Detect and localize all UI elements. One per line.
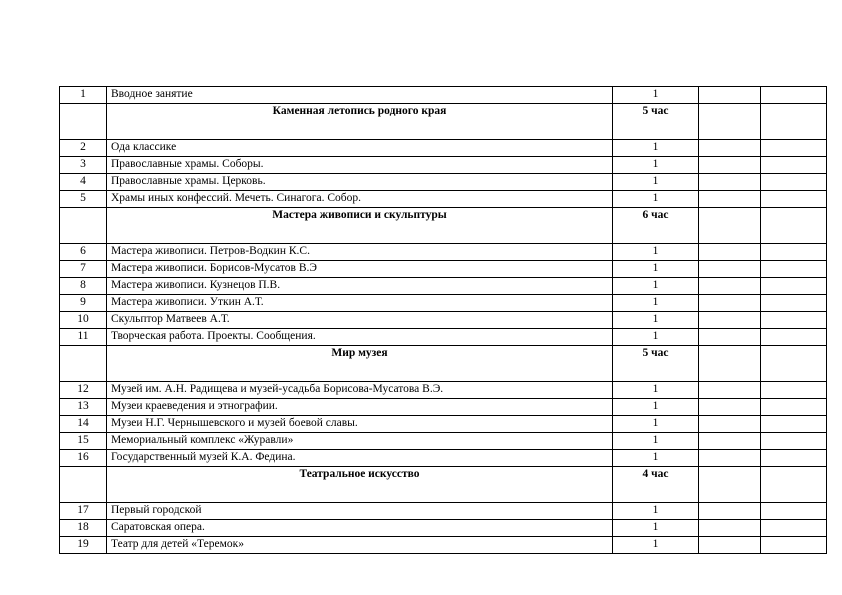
- lesson-plan-table: [59, 86, 827, 554]
- section-row: [60, 104, 827, 140]
- empty-cell: [699, 416, 761, 433]
- lesson-title-cell: Мемориальный комплекс «Журавли»: [107, 433, 613, 450]
- table-row: [60, 399, 827, 416]
- empty-cell: [761, 382, 827, 399]
- hours-cell: 1: [613, 244, 699, 261]
- table-row: [60, 157, 827, 174]
- lesson-title-cell: Творческая работа. Проекты. Сообщения.: [107, 329, 613, 346]
- empty-cell: [761, 244, 827, 261]
- row-number-cell: 2: [60, 140, 107, 157]
- lesson-title-cell: Скульптор Матвеев А.Т.: [107, 312, 613, 329]
- hours-cell: 5 час: [613, 346, 699, 382]
- empty-cell: [699, 244, 761, 261]
- empty-cell: [761, 329, 827, 346]
- row-number-cell: 5: [60, 191, 107, 208]
- table-row: [60, 87, 827, 104]
- hours-cell: 6 час: [613, 208, 699, 244]
- empty-cell: [761, 416, 827, 433]
- lesson-title-cell: Вводное занятие: [107, 87, 613, 104]
- hours-cell: 1: [613, 537, 699, 554]
- empty-cell: [761, 208, 827, 244]
- lesson-title-cell: Государственный музей К.А. Федина.: [107, 450, 613, 467]
- table-row: [60, 416, 827, 433]
- section-title-cell: Каменная летопись родного края: [107, 104, 613, 140]
- row-number-cell: 8: [60, 278, 107, 295]
- table-row: [60, 244, 827, 261]
- hours-cell: 1: [613, 157, 699, 174]
- hours-cell: 1: [613, 174, 699, 191]
- empty-cell: [699, 157, 761, 174]
- row-number-cell: 15: [60, 433, 107, 450]
- empty-cell: [699, 346, 761, 382]
- empty-cell: [699, 450, 761, 467]
- row-number-cell: 17: [60, 503, 107, 520]
- lesson-title-cell: Мастера живописи. Борисов-Мусатов В.Э: [107, 261, 613, 278]
- empty-cell: [761, 346, 827, 382]
- empty-cell: [699, 503, 761, 520]
- table-row: [60, 450, 827, 467]
- empty-cell: [761, 312, 827, 329]
- lesson-title-cell: Первый городской: [107, 503, 613, 520]
- lesson-title-cell: Музеи Н.Г. Чернышевского и музей боевой славы.: [107, 416, 613, 433]
- table-row: [60, 261, 827, 278]
- lesson-title-cell: Театр для детей «Теремок»: [107, 537, 613, 554]
- table-row: [60, 174, 827, 191]
- empty-cell: [699, 140, 761, 157]
- empty-cell: [699, 467, 761, 503]
- empty-cell: [699, 520, 761, 537]
- hours-cell: 1: [613, 520, 699, 537]
- hours-cell: 5 час: [613, 104, 699, 140]
- lesson-title-cell: Православные храмы. Соборы.: [107, 157, 613, 174]
- empty-cell: [699, 537, 761, 554]
- row-number-cell: 16: [60, 450, 107, 467]
- section-title-cell: Мир музея: [107, 346, 613, 382]
- empty-cell: [761, 104, 827, 140]
- row-number-cell: 9: [60, 295, 107, 312]
- table-row: [60, 520, 827, 537]
- row-number-cell: 13: [60, 399, 107, 416]
- empty-cell: [761, 140, 827, 157]
- row-number-cell: 7: [60, 261, 107, 278]
- row-number-cell: 19: [60, 537, 107, 554]
- table-row: [60, 537, 827, 554]
- row-number-cell: [60, 346, 107, 382]
- empty-cell: [699, 382, 761, 399]
- lesson-title-cell: Ода классике: [107, 140, 613, 157]
- empty-cell: [761, 537, 827, 554]
- lesson-title-cell: Саратовская опера.: [107, 520, 613, 537]
- hours-cell: 1: [613, 261, 699, 278]
- empty-cell: [699, 433, 761, 450]
- empty-cell: [699, 191, 761, 208]
- empty-cell: [761, 87, 827, 104]
- empty-cell: [761, 174, 827, 191]
- hours-cell: 1: [613, 503, 699, 520]
- section-title-cell: Мастера живописи и скульптуры: [107, 208, 613, 244]
- hours-cell: 1: [613, 278, 699, 295]
- empty-cell: [699, 312, 761, 329]
- hours-cell: 1: [613, 295, 699, 312]
- empty-cell: [699, 399, 761, 416]
- row-number-cell: 6: [60, 244, 107, 261]
- hours-cell: 1: [613, 191, 699, 208]
- row-number-cell: 12: [60, 382, 107, 399]
- section-row: [60, 208, 827, 244]
- hours-cell: 1: [613, 312, 699, 329]
- row-number-cell: 10: [60, 312, 107, 329]
- hours-cell: 1: [613, 399, 699, 416]
- table-row: [60, 278, 827, 295]
- lesson-plan-body: [60, 87, 827, 554]
- empty-cell: [761, 278, 827, 295]
- empty-cell: [699, 329, 761, 346]
- row-number-cell: 11: [60, 329, 107, 346]
- table-row: [60, 140, 827, 157]
- row-number-cell: [60, 104, 107, 140]
- lesson-title-cell: Мастера живописи. Кузнецов П.В.: [107, 278, 613, 295]
- table-row: [60, 295, 827, 312]
- lesson-title-cell: Православные храмы. Церковь.: [107, 174, 613, 191]
- row-number-cell: 1: [60, 87, 107, 104]
- hours-cell: 1: [613, 382, 699, 399]
- lesson-title-cell: Мастера живописи. Уткин А.Т.: [107, 295, 613, 312]
- hours-cell: 1: [613, 450, 699, 467]
- row-number-cell: 14: [60, 416, 107, 433]
- hours-cell: 1: [613, 87, 699, 104]
- row-number-cell: [60, 467, 107, 503]
- hours-cell: 4 час: [613, 467, 699, 503]
- hours-cell: 1: [613, 433, 699, 450]
- hours-cell: 1: [613, 140, 699, 157]
- table-row: [60, 329, 827, 346]
- section-row: [60, 467, 827, 503]
- empty-cell: [761, 191, 827, 208]
- section-title-cell: Театральное искусство: [107, 467, 613, 503]
- hours-cell: 1: [613, 416, 699, 433]
- row-number-cell: 3: [60, 157, 107, 174]
- empty-cell: [699, 208, 761, 244]
- lesson-title-cell: Музеи краеведения и этнографии.: [107, 399, 613, 416]
- table-row: [60, 382, 827, 399]
- table-row: [60, 312, 827, 329]
- empty-cell: [761, 157, 827, 174]
- empty-cell: [761, 433, 827, 450]
- empty-cell: [761, 261, 827, 278]
- lesson-title-cell: Мастера живописи. Петров-Водкин К.С.: [107, 244, 613, 261]
- hours-cell: 1: [613, 329, 699, 346]
- empty-cell: [761, 450, 827, 467]
- empty-cell: [761, 520, 827, 537]
- row-number-cell: [60, 208, 107, 244]
- empty-cell: [699, 174, 761, 191]
- empty-cell: [761, 503, 827, 520]
- row-number-cell: 4: [60, 174, 107, 191]
- empty-cell: [761, 467, 827, 503]
- empty-cell: [699, 87, 761, 104]
- table-row: [60, 433, 827, 450]
- empty-cell: [699, 278, 761, 295]
- empty-cell: [699, 295, 761, 312]
- empty-cell: [699, 261, 761, 278]
- lesson-title-cell: Храмы иных конфессий. Мечеть. Синагога. Собор.: [107, 191, 613, 208]
- table-row: [60, 503, 827, 520]
- row-number-cell: 18: [60, 520, 107, 537]
- empty-cell: [699, 104, 761, 140]
- empty-cell: [761, 295, 827, 312]
- table-row: [60, 191, 827, 208]
- lesson-title-cell: Музей им. А.Н. Радищева и музей-усадьба Борисова-Мусатова В.Э.: [107, 382, 613, 399]
- empty-cell: [761, 399, 827, 416]
- section-row: [60, 346, 827, 382]
